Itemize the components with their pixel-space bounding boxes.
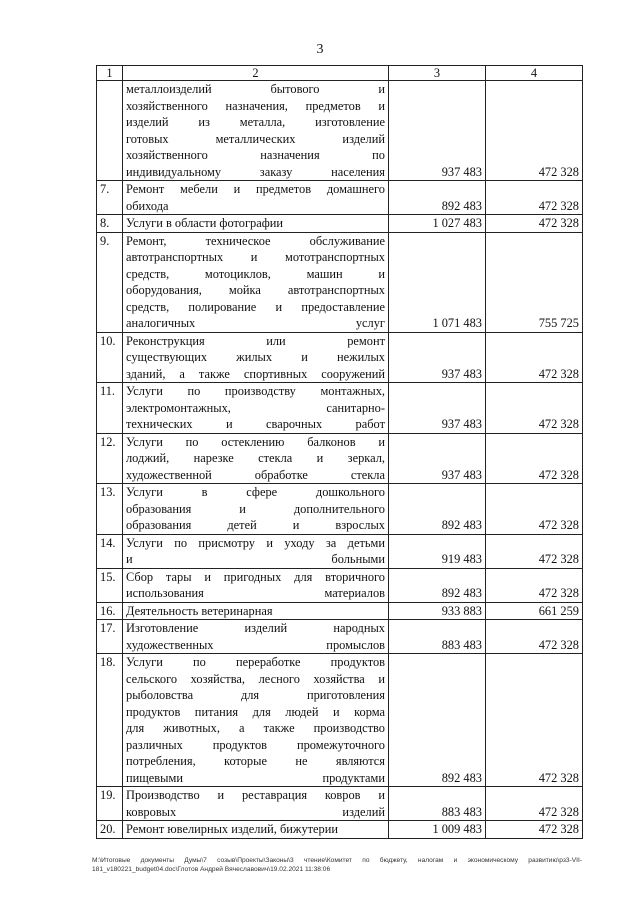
column-3-value: 1 027 483 bbox=[389, 215, 486, 233]
row-number: 15. bbox=[97, 568, 123, 602]
description-line: оборудования, мойка автотранспортных bbox=[126, 283, 385, 297]
description-line: автотранспортных и мототранспортных bbox=[126, 250, 385, 264]
table-row bbox=[97, 654, 583, 787]
description-line: индивидуальному заказу населения bbox=[126, 164, 385, 179]
column-4-value: 472 328 bbox=[486, 821, 583, 839]
column-header: 4 bbox=[486, 66, 583, 81]
column-4-value: 472 328 bbox=[486, 383, 583, 434]
description-line: образования и дополнительного bbox=[126, 501, 385, 516]
column-4-value: 472 328 bbox=[486, 215, 583, 233]
service-description bbox=[123, 215, 389, 233]
table-row bbox=[97, 332, 583, 383]
description-line: различных продуктов промежуточного bbox=[126, 737, 385, 752]
row-number: 12. bbox=[97, 433, 123, 484]
column-3-value: 883 483 bbox=[389, 787, 486, 821]
service-description bbox=[123, 433, 389, 484]
column-3-value: 937 483 bbox=[389, 433, 486, 484]
table-header-row bbox=[97, 66, 583, 81]
row-number: 19. bbox=[97, 787, 123, 821]
description-line: Деятельность ветеринарная bbox=[126, 603, 273, 618]
table-row bbox=[97, 215, 583, 233]
description-line: технических и сварочных работ bbox=[126, 417, 385, 431]
page-number: 3 bbox=[316, 42, 324, 57]
table-row bbox=[97, 620, 583, 654]
service-description bbox=[123, 620, 389, 654]
description-line: готовых металлических изделий bbox=[126, 131, 385, 146]
column-4-value: 472 328 bbox=[486, 787, 583, 821]
service-description bbox=[123, 232, 389, 332]
column-3-value: 1 009 483 bbox=[389, 821, 486, 839]
description-line: существующих жилых и нежилых bbox=[126, 350, 385, 364]
description-line: изделий из металла, изготовление bbox=[126, 115, 385, 129]
table-row bbox=[97, 602, 583, 620]
service-description bbox=[123, 484, 389, 535]
row-number bbox=[97, 81, 123, 181]
row-number: 17. bbox=[97, 620, 123, 654]
service-description bbox=[123, 383, 389, 434]
description-line: Ремонт ювелирных изделий, бижутерии bbox=[126, 822, 339, 836]
description-line: пищевыми продуктами bbox=[126, 770, 385, 785]
row-number: 10. bbox=[97, 332, 123, 383]
row-number: 14. bbox=[97, 534, 123, 568]
description-line: Сбор тары и пригодных для вторичного bbox=[126, 569, 385, 584]
column-4-value: 472 328 bbox=[486, 81, 583, 181]
document-path-footer: М:\Итоговые документы Думы\7 созыв\Проекты\Законы\3 чтение\Комитет по бюджету, налогам и экономическому развитию\рз3-VII-181_v180221_budget04.doc\Глотов Андрей Вячеславович\19.02.2021 11:38:06 bbox=[92, 857, 582, 873]
table-row bbox=[97, 232, 583, 332]
column-4-value: 472 328 bbox=[486, 484, 583, 535]
description-line: Услуги по производству монтажных, bbox=[126, 384, 385, 398]
description-line: использования материалов bbox=[126, 586, 385, 600]
row-number: 7. bbox=[97, 181, 123, 215]
column-header: 1 bbox=[97, 66, 123, 81]
description-line: продуктов питания для людей и корма bbox=[126, 704, 385, 719]
description-line: металлоизделий бытового и bbox=[126, 82, 385, 96]
service-description bbox=[123, 534, 389, 568]
service-description bbox=[123, 81, 389, 181]
description-line: Реконструкция или ремонт bbox=[126, 333, 385, 348]
description-line: образования детей и взрослых bbox=[126, 518, 385, 532]
table-row bbox=[97, 484, 583, 535]
description-line: средств, мотоциклов, машин и bbox=[126, 266, 385, 281]
service-description bbox=[123, 568, 389, 602]
row-number: 13. bbox=[97, 484, 123, 535]
column-3-value: 892 483 bbox=[389, 568, 486, 602]
column-4-value: 472 328 bbox=[486, 534, 583, 568]
description-line: Производство и реставрация ковров и bbox=[126, 788, 385, 802]
description-line: Услуги по присмотру и уходу за детьми bbox=[126, 535, 385, 550]
table-row bbox=[97, 534, 583, 568]
column-4-value: 661 259 bbox=[486, 602, 583, 620]
service-description bbox=[123, 787, 389, 821]
column-4-value: 755 725 bbox=[486, 232, 583, 332]
column-3-value: 933 883 bbox=[389, 602, 486, 620]
description-line: лоджий, нарезке стекла и зеркал, bbox=[126, 451, 385, 465]
table-row bbox=[97, 821, 583, 839]
description-line: средств, полирование и предоставление bbox=[126, 299, 385, 314]
table-body bbox=[97, 81, 583, 839]
description-line: хозяйственного назначения по bbox=[126, 148, 385, 162]
row-number: 20. bbox=[97, 821, 123, 839]
service-description bbox=[123, 654, 389, 787]
service-description bbox=[123, 602, 389, 620]
description-line: Изготовление изделий народных bbox=[126, 621, 385, 635]
column-3-value: 937 483 bbox=[389, 81, 486, 181]
row-number: 8. bbox=[97, 215, 123, 233]
description-line: электромонтажных, санитарно- bbox=[126, 400, 385, 415]
description-line: ковровых изделий bbox=[126, 804, 385, 819]
column-4-value: 472 328 bbox=[486, 181, 583, 215]
description-line: для животных, а также производство bbox=[126, 721, 385, 735]
row-number: 11. bbox=[97, 383, 123, 434]
column-4-value: 472 328 bbox=[486, 433, 583, 484]
column-3-value: 892 483 bbox=[389, 484, 486, 535]
table-row bbox=[97, 787, 583, 821]
column-3-value: 1 071 483 bbox=[389, 232, 486, 332]
description-line: рыболовства для приготовления bbox=[126, 688, 385, 702]
description-line: Ремонт, техническое обслуживание bbox=[126, 233, 385, 248]
description-line: хозяйственного назначения, предметов и bbox=[126, 98, 385, 113]
description-line: Услуги в области фотографии bbox=[126, 216, 284, 230]
column-header: 2 bbox=[123, 66, 389, 81]
table-row bbox=[97, 568, 583, 602]
description-line: Услуги по переработке продуктов bbox=[126, 655, 385, 669]
row-number: 18. bbox=[97, 654, 123, 787]
column-3-value: 919 483 bbox=[389, 534, 486, 568]
description-line: Услуги по остеклению балконов и bbox=[126, 434, 385, 449]
table-row bbox=[97, 383, 583, 434]
description-line: обихода bbox=[126, 198, 169, 213]
description-line: аналогичных услуг bbox=[126, 316, 385, 330]
table-row bbox=[97, 81, 583, 181]
table-row bbox=[97, 181, 583, 215]
row-number: 16. bbox=[97, 602, 123, 620]
service-description bbox=[123, 332, 389, 383]
description-line: Услуги в сфере дошкольного bbox=[126, 485, 385, 499]
description-line: зданий, а также спортивных сооружений bbox=[126, 366, 385, 381]
column-4-value: 472 328 bbox=[486, 620, 583, 654]
description-line: Ремонт мебели и предметов домашнего bbox=[126, 182, 385, 196]
service-description bbox=[123, 181, 389, 215]
column-header: 3 bbox=[389, 66, 486, 81]
column-4-value: 472 328 bbox=[486, 568, 583, 602]
column-4-value: 472 328 bbox=[486, 332, 583, 383]
column-3-value: 892 483 bbox=[389, 181, 486, 215]
column-3-value: 892 483 bbox=[389, 654, 486, 787]
description-line: и больными bbox=[126, 552, 385, 566]
description-line: сельского хозяйства, лесного хозяйства и bbox=[126, 671, 385, 686]
description-line: потребления, которые не являются bbox=[126, 754, 385, 768]
column-3-value: 937 483 bbox=[389, 383, 486, 434]
column-3-value: 937 483 bbox=[389, 332, 486, 383]
table-row bbox=[97, 433, 583, 484]
description-line: художественных промыслов bbox=[126, 637, 385, 652]
column-3-value: 883 483 bbox=[389, 620, 486, 654]
column-4-value: 472 328 bbox=[486, 654, 583, 787]
row-number: 9. bbox=[97, 232, 123, 332]
rates-table bbox=[96, 65, 583, 839]
description-line: художественной обработке стекла bbox=[126, 467, 385, 482]
service-description bbox=[123, 821, 389, 839]
